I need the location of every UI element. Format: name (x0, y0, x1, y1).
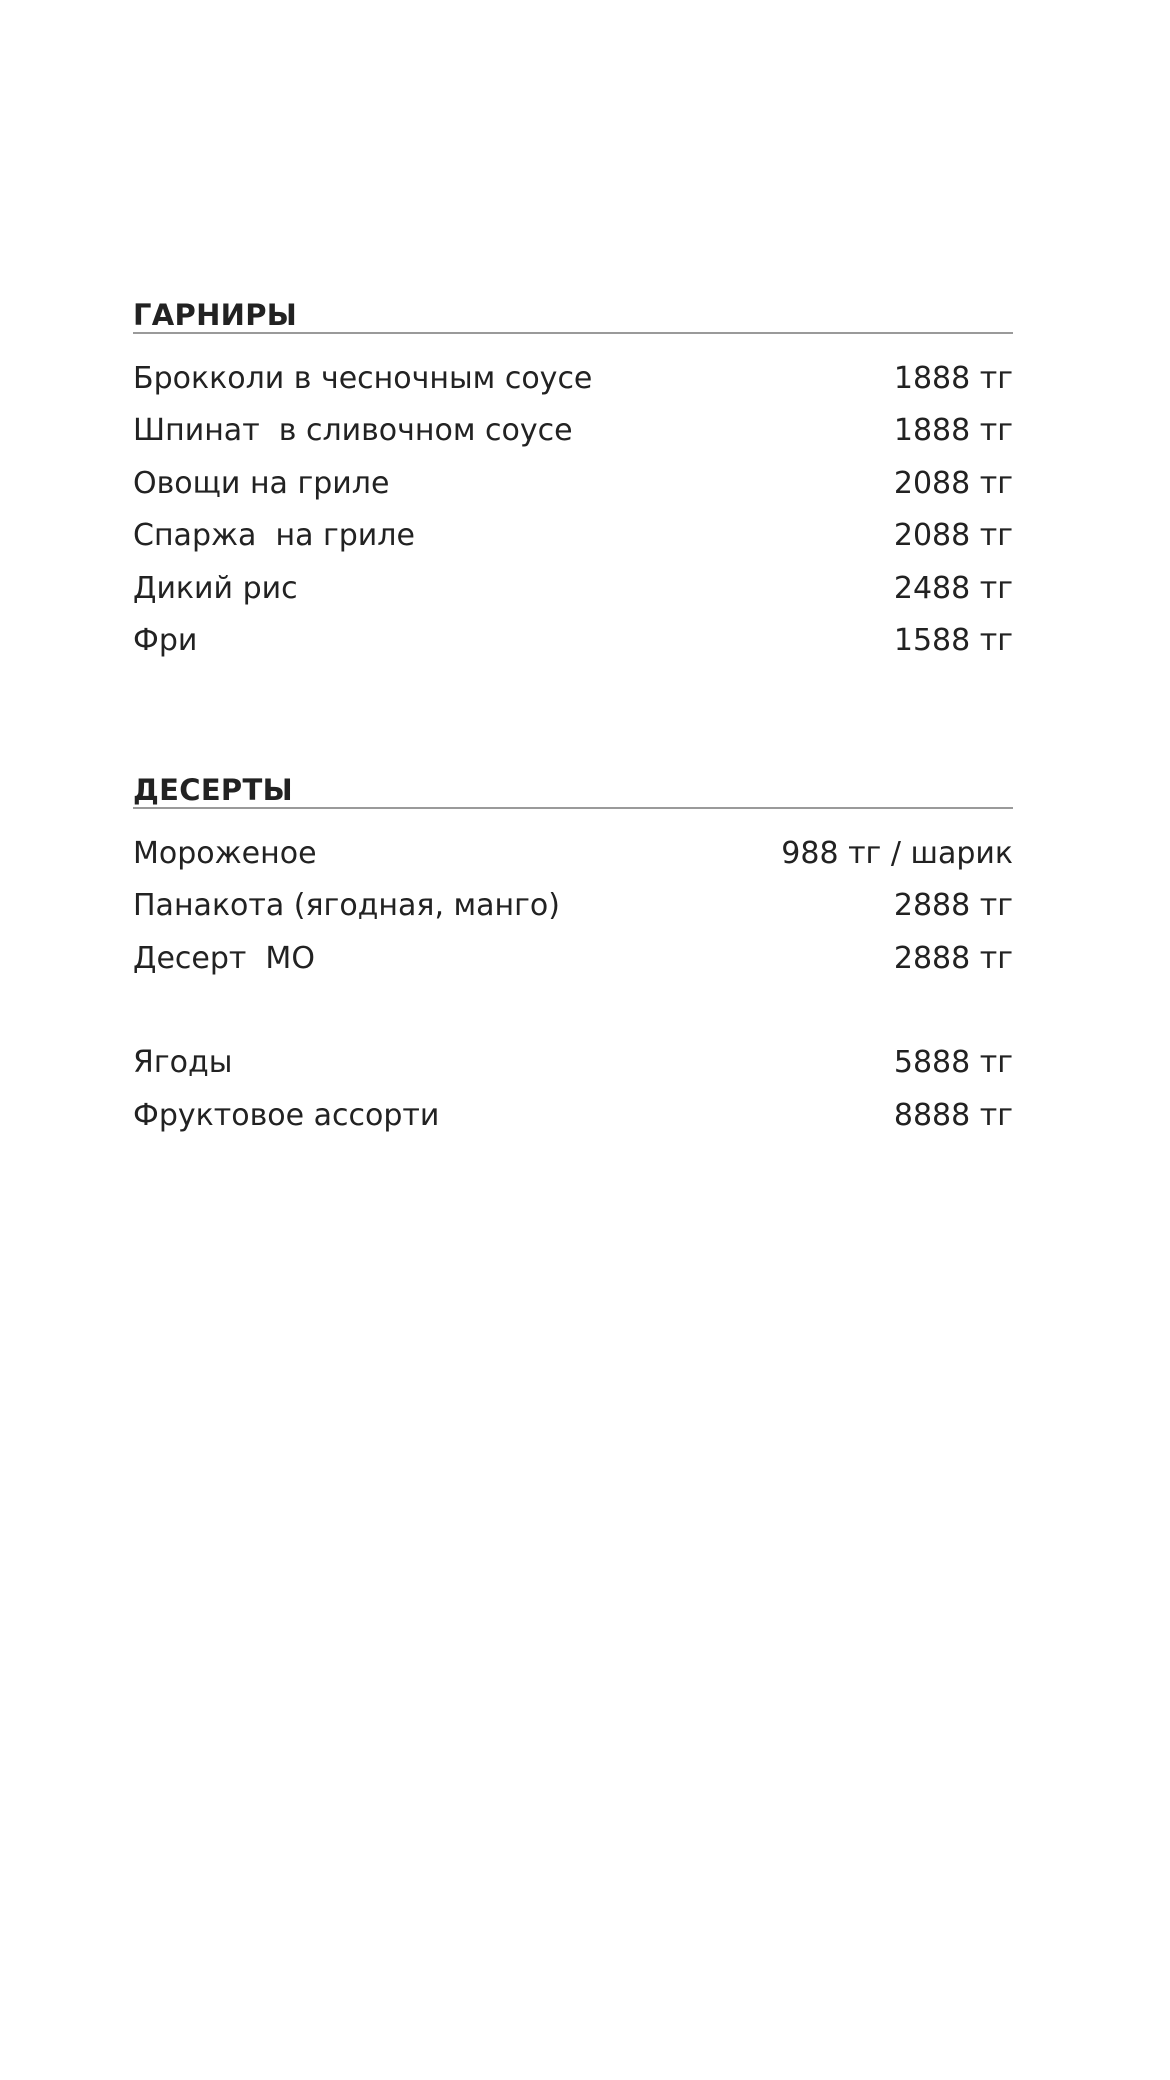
menu-item (133, 510, 1013, 563)
section-garnishes (133, 298, 1013, 667)
menu-item-name: Фруктовое ассорти (133, 1097, 440, 1133)
menu-item (133, 352, 1013, 405)
menu-item-price: 2088 тг (893, 465, 1013, 501)
menu-item-name: Десерт МО (133, 940, 315, 976)
menu-item-name: Мороженое (133, 835, 317, 871)
menu-item-name: Панакота (ягодная, манго) (133, 888, 560, 924)
section-title: ДЕСЕРТЫ (133, 773, 293, 807)
spacer (133, 985, 1013, 1037)
menu-item-name: Фри (133, 623, 198, 659)
menu-item-price: 8888 тг (893, 1097, 1013, 1133)
menu-item-price: 2888 тг (893, 888, 1013, 924)
menu-item (133, 562, 1013, 615)
section-desserts (133, 773, 1013, 1142)
menu-item-name: Овощи на гриле (133, 465, 390, 501)
menu-item-price: 5888 тг (893, 1045, 1013, 1081)
menu-item (133, 1089, 1013, 1142)
menu-item (133, 880, 1013, 933)
menu-item (133, 1037, 1013, 1090)
menu-item (133, 405, 1013, 458)
menu-item (133, 615, 1013, 668)
menu-item (133, 457, 1013, 510)
menu-item (133, 932, 1013, 985)
section-divider (133, 332, 1013, 334)
section-divider (133, 807, 1013, 809)
menu-item-price: 2488 тг (893, 570, 1013, 606)
menu-item-name: Спаржа на гриле (133, 518, 415, 554)
menu-item-name: Шпинат в сливочном соусе (133, 413, 573, 449)
menu-item-price: 988 тг / шарик (781, 835, 1013, 871)
menu-item-price: 1888 тг (893, 360, 1013, 396)
menu-item-price: 2088 тг (893, 518, 1013, 554)
menu-item (133, 827, 1013, 880)
menu-item-name: Дикий рис (133, 570, 298, 606)
menu-item-price: 2888 тг (893, 940, 1013, 976)
menu-item-name: Брокколи в чесночным соусе (133, 360, 593, 396)
menu-item-price: 1888 тг (893, 413, 1013, 449)
menu-item-price: 1588 тг (893, 623, 1013, 659)
menu-item-name: Ягоды (133, 1045, 233, 1081)
section-title: ГАРНИРЫ (133, 298, 298, 332)
